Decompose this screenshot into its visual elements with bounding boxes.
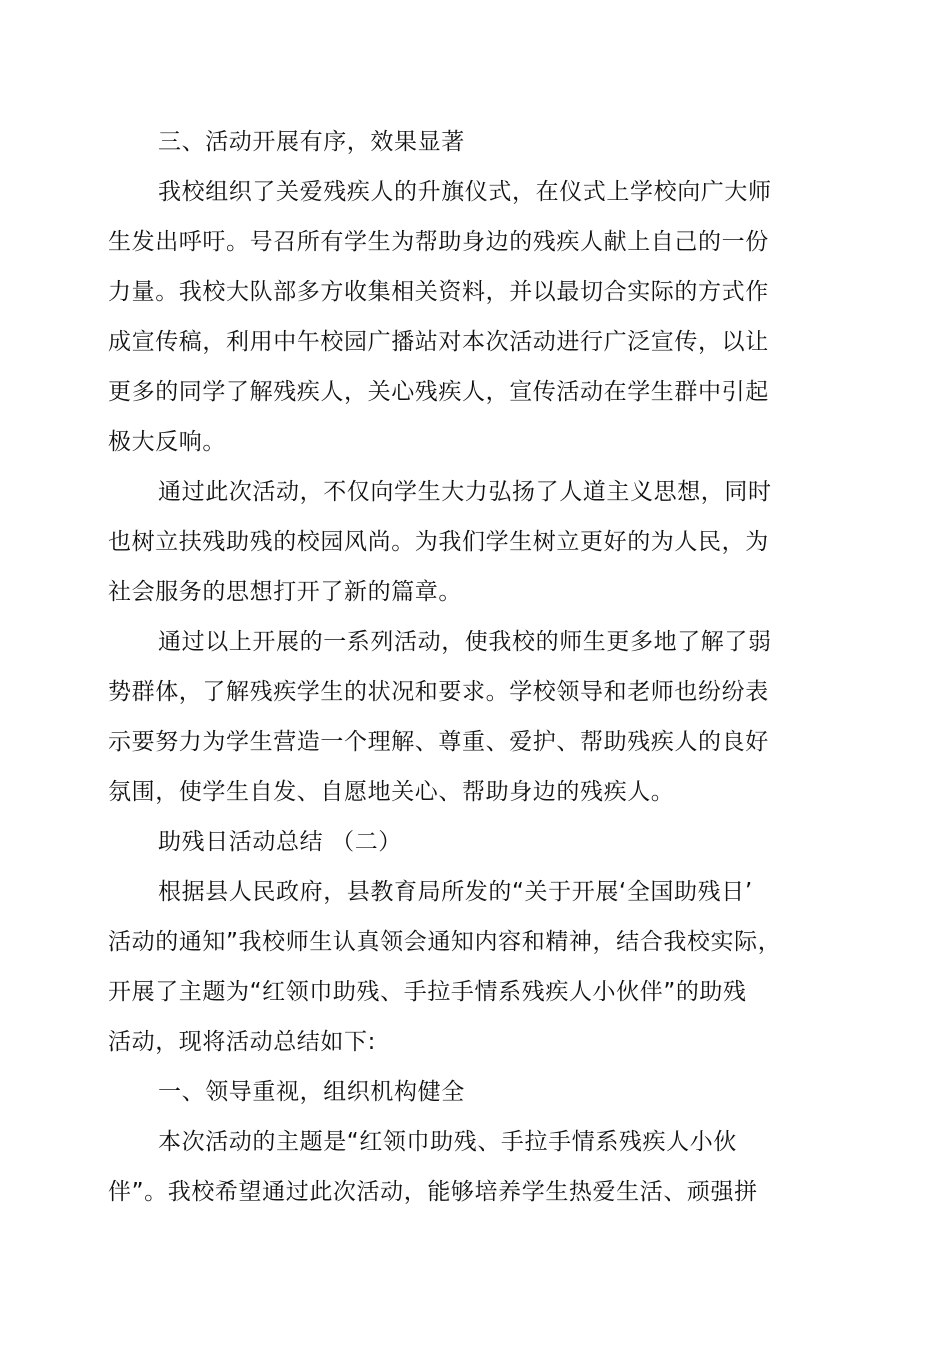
section-heading-3: 三、活动开展有序，效果显著 <box>158 129 465 155</box>
paragraph-line: 社会服务的思想打开了新的篇章。 <box>108 579 462 605</box>
paragraph-line: 通过以上开展的一系列活动，使我校的师生更多地了解了弱 <box>158 629 772 655</box>
section-heading-1: 一、领导重视，组织机构健全 <box>158 1079 465 1105</box>
paragraph-line: 我校组织了关爱残疾人的升旗仪式，在仪式上学校向广大师 <box>158 179 772 205</box>
paragraph-line: 根据县人民政府，县教育局所发的“关于开展‘全国助残日’ <box>158 879 753 905</box>
paragraph-line: 示要努力为学生营造一个理解、尊重、爱护、帮助残疾人的良好 <box>108 729 769 755</box>
paragraph-line: 本次活动的主题是“红领巾助残、手拉手情系残疾人小伙 <box>158 1129 737 1155</box>
article-title: 助残日活动总结 （二） <box>158 829 402 855</box>
paragraph-line: 极大反响。 <box>108 429 226 455</box>
paragraph-line: 力量。我校大队部多方收集相关资料，并以最切合实际的方式作 <box>108 279 769 305</box>
paragraph-line: 也树立扶残助残的校园风尚。为我们学生树立更好的为人民，为 <box>108 529 769 555</box>
paragraph-line: 开展了主题为“红领巾助残、手拉手情系残疾人小伙伴”的助残 <box>108 979 747 1005</box>
paragraph-line: 活动的通知”我校师生认真领会通知内容和精神，结合我校实际， <box>108 929 782 955</box>
paragraph-line: 生发出呼吁。号召所有学生为帮助身边的残疾人献上自己的一份 <box>108 229 769 255</box>
paragraph-line: 伴”。我校希望通过此次活动，能够培养学生热爱生活、顽强拼 <box>108 1179 758 1205</box>
paragraph-line: 成宣传稿，利用中午校园广播站对本次活动进行广泛宣传，以让 <box>108 329 769 355</box>
paragraph-line: 活动，现将活动总结如下: <box>108 1029 376 1055</box>
paragraph-line: 势群体，了解残疾学生的状况和要求。学校领导和老师也纷纷表 <box>108 679 769 705</box>
paragraph-line: 氛围，使学生自发、自愿地关心、帮助身边的残疾人。 <box>108 779 675 805</box>
paragraph-line: 通过此次活动，不仅向学生大力弘扬了人道主义思想，同时 <box>158 479 772 505</box>
paragraph-line: 更多的同学了解残疾人，关心残疾人，宣传活动在学生群中引起 <box>108 379 769 405</box>
